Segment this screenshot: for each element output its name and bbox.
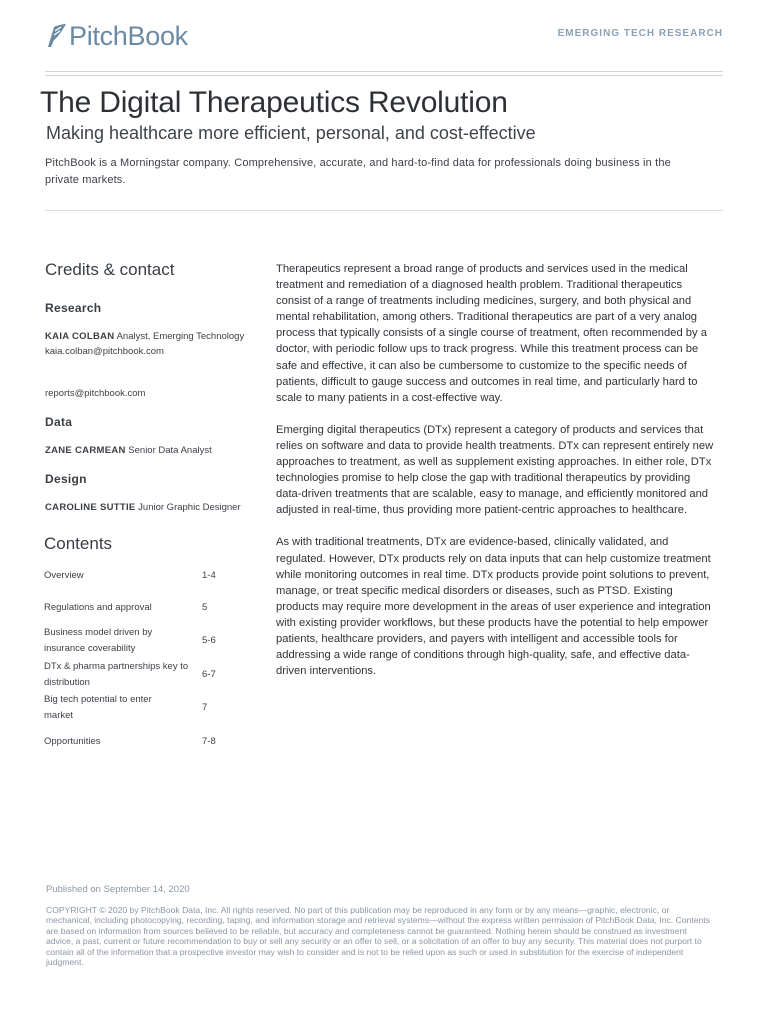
toc-pages: 6-7	[202, 669, 216, 680]
toc-item-pharma-partnerships[interactable]	[44, 659, 254, 691]
body-paragraph-3: As with traditional treatments, DTx are evidence-based, clinically validated, and regulated. However, DTx products rely on data inputs that can help customize treatment while monitoring outcomes in real time. DTx products provide point solutions to prevent, manage, or treat specific medical disorders or diseases, such as PTSD. Existing products may require more development in the areas of user experience and integration with existing provider workflows, but these products have the potential to help empower patients, healthcare providers, and payers with intelligent and accessible tools for addressing a wide range of conditions through high-quality, safe, and effective data-driven interventions.	[276, 536, 711, 678]
intro-divider	[45, 210, 723, 211]
research-heading: Research	[45, 301, 102, 315]
toc-label: Regulations and approval	[44, 602, 152, 613]
contents-heading: Contents	[44, 534, 113, 553]
data-heading: Data	[45, 415, 73, 429]
toc-item-business-model[interactable]	[44, 625, 254, 657]
research-name: KAIA COLBAN	[45, 331, 115, 342]
design-heading: Design	[45, 472, 87, 486]
toc-item-big-tech[interactable]	[44, 692, 254, 724]
toc-label: Big tech potential to enter market	[44, 694, 152, 721]
toc-label: Opportunities	[44, 736, 101, 747]
toc-label: Overview	[44, 570, 84, 581]
page-title: The Digital Therapeutics Revolution	[40, 86, 508, 119]
pitchbook-logo	[45, 20, 188, 52]
data-name: ZANE CARMEAN	[45, 445, 126, 456]
research-email[interactable]: kaia.colban@pitchbook.com	[45, 345, 164, 357]
report-category: EMERGING TECH RESEARCH	[557, 28, 723, 39]
toc-label: Business model driven by insurance coverability	[44, 627, 153, 654]
body-paragraph-1: Therapeutics represent a broad range of products and services used in the medical treatment and remediation of a diagnosed health problem. Traditional therapeutics consist of a range of treatments including medicines, surgery, and both physical and mental rehabilitation, among others. Traditional therapeutics are part of a very analog process that typically consists of a single course of treatment, often recommended by a doctor, with periodic follow ups to track progress. While this treatment process can be safe and effective, it can also be cumbersome to customize to the specific needs of patients, difficult to gauge success and outcomes in real time, and particularly hard to scale to many patients in a cost-effective way.	[276, 263, 707, 404]
toc-pages: 1-4	[202, 570, 216, 581]
logo-text: PitchBook	[69, 20, 188, 51]
design-credit	[45, 501, 265, 516]
credits-heading: Credits & contact	[45, 260, 175, 279]
header-divider	[45, 71, 723, 72]
header-divider-secondary	[45, 75, 723, 76]
toc-pages: 7-8	[202, 736, 216, 747]
toc-pages: 5	[202, 602, 208, 613]
body-paragraph-2: Emerging digital therapeutics (DTx) represent a category of products and services that relies on software and data to provide health treatments. DTx can represent entirely new approaches to treatment, as well as supplement existing approaches. In either role, DTx technologies promise to help close the gap with traditional therapeutics by providing data-driven treatments that are scalable, easy to manage, and efficiently monitored and adjusted in real-time, thus providing more patient-centric approaches to healthcare.	[276, 423, 714, 517]
toc-item-overview[interactable]	[44, 568, 254, 584]
intro-text: PitchBook is a Morningstar company. Comprehensive, accurate, and hard-to-find data for professionals doing business in the private markets.	[45, 157, 671, 186]
research-credit	[45, 330, 245, 359]
toc-item-opportunities[interactable]	[44, 734, 254, 750]
published-date: Published on September 14, 2020	[46, 884, 190, 895]
research-role: Analyst, Emerging Technology	[114, 331, 245, 342]
design-name: CAROLINE SUTTIE	[45, 502, 136, 513]
toc-pages: 7	[202, 702, 208, 713]
article-body	[276, 261, 716, 695]
page-subtitle: Making healthcare more efficient, personal, and cost-effective	[46, 123, 536, 143]
toc-item-regulations[interactable]	[44, 600, 254, 616]
design-role: Junior Graphic Designer	[135, 502, 241, 513]
toc-label: DTx & pharma partnerships key to distribution	[44, 661, 189, 688]
data-credit	[45, 444, 245, 459]
reports-email[interactable]: reports@pitchbook.com	[45, 388, 146, 399]
copyright-notice: COPYRIGHT © 2020 by PitchBook Data, Inc. All rights reserved. No part of this publication may be reproduced in any form or by any means—graphic, electronic, or mechanical, including photocopying, recording, taping, and information storage and retrieval systems—without the express written permission of PitchBook Data, Inc. Contents are based on information from sources believed to be reliable, but accuracy and completeness cannot be guaranteed. Nothing herein should be construed as investment advice, a past, current or future recommendation to buy or sell any security or an offer to sell, or a solicitation of an offer to buy any security. This material does not purport to contain all of the information that a prospective investor may wish to consider and is not to be relied upon as such or used in substitution for the exercise of independent judgment.	[46, 905, 710, 968]
toc-pages: 5-6	[202, 635, 216, 646]
data-role: Senior Data Analyst	[125, 445, 212, 456]
pitchbook-leaf-icon	[45, 23, 67, 49]
